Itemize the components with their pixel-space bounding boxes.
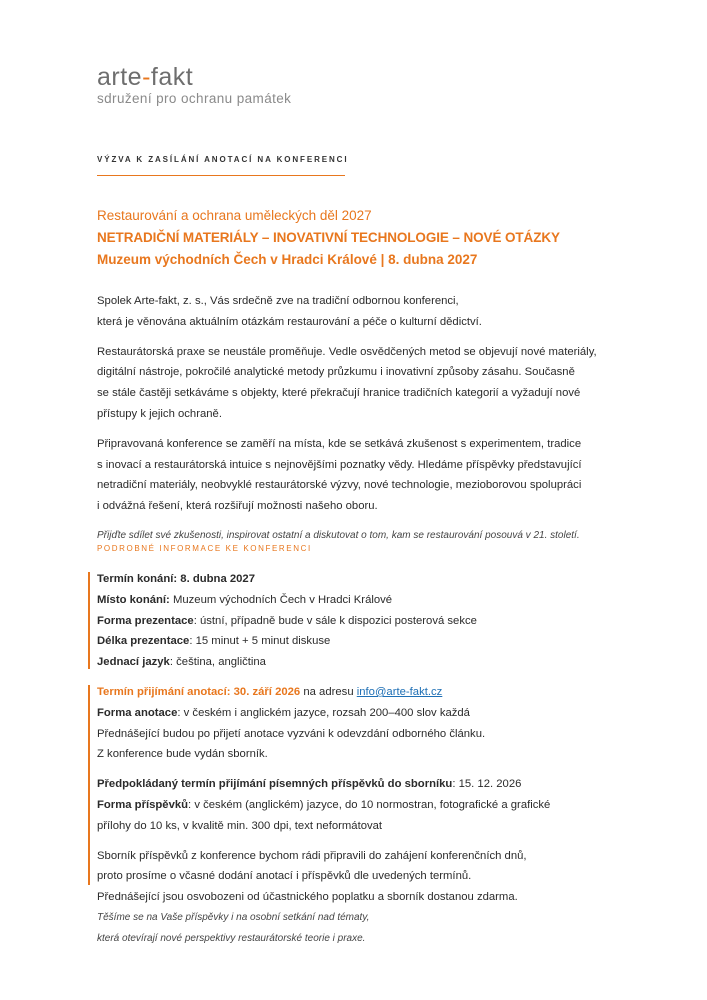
intro-text (97, 291, 617, 547)
proceedings-line: Přednášející jsou osvobozeni od účastnického poplatku a sborník dostanou zdarma. (97, 891, 518, 904)
text-line: digitální nástroje, pokročilé analytické metody průzkumu i inovativní způsoby zásahu. Současně (97, 366, 575, 379)
abstract-deadline: Termín přijímání anotací: 30. září 2026 na adresu info@arte-fakt.cz (97, 686, 443, 698)
text-line: Restaurátorská praxe se neustále proměňuje. Vedle osvědčených metod se objevují nové materiály, (97, 345, 597, 358)
abstracts-block (97, 682, 637, 908)
details-accent-bar (88, 572, 90, 669)
closing-text (97, 908, 369, 949)
closing-line: která otevírají nové perspektivy restaurátorské teorie i praxe. (97, 932, 366, 944)
proceedings-line: Sborník příspěvků z konference bychom rádi připravili do zahájení konferenčních dnů, (97, 849, 527, 862)
text-line: se stále častěji setkáváme s objekty, které překračují hranice tradičních kategorií a vyžadují nové (97, 387, 581, 400)
detail-presentation-length: Délka prezentace: 15 minut + 5 minut diskuse (97, 635, 331, 648)
logo-subtitle: sdružení pro ochranu památek (97, 91, 292, 106)
abstract-proceedings-note: Z konference bude vydán sborník. (97, 748, 268, 761)
abstract-form: Forma anotace: v českém i anglickém jazyce, rozsah 200–400 slov každá (97, 706, 470, 719)
paper-form-continued: přílohy do 10 ks, v kvalitě min. 300 dpi, text neformátovat (97, 819, 383, 832)
email-link[interactable]: info@arte-fakt.cz (356, 686, 443, 698)
logo-word-right: fakt (150, 63, 194, 91)
details-block (97, 569, 637, 673)
intro-paragraph-2 (97, 342, 617, 425)
detail-date: Termín konání: 8. dubna 2027 (97, 573, 255, 585)
abstract-note: Přednášející budou po přijetí anotace vyzváni k odevzdání odborného článku. (97, 727, 486, 740)
logo-dash: - (142, 63, 151, 91)
conference-place-date: Muzeum východních Čech v Hradci Králové | 8. dubna 2027 (97, 252, 478, 267)
text-line: i odvážná řešení, která rozšiřují možnosti našeho oboru. (97, 500, 378, 513)
paper-form: Forma příspěvků: v českém (anglickém) jazyce, do 10 normostran, fotografické a grafické (97, 798, 551, 811)
logo (97, 64, 291, 108)
proceedings-line: proto prosíme o včasné dodání anotací i příspěvků dle uvedených termínů. (97, 870, 472, 883)
text-line: s inovací a restaurátorská intuice s nejnovějšími poznatky vědy. Hledáme příspěvky představující (97, 458, 582, 471)
abstracts-accent-bar (88, 685, 90, 885)
logo-wordmark (97, 64, 291, 90)
conference-header (97, 206, 560, 270)
intro-paragraph-1 (97, 291, 617, 333)
conference-name: Restaurování a ochrana uměleckých děl 2027 (97, 208, 372, 223)
conference-theme: NETRADIČNÍ MATERIÁLY – INOVATIVNÍ TECHNOLOGIE – NOVÉ OTÁZKY (97, 230, 560, 245)
details-heading: PODROBNÉ INFORMACE KE KONFERENCI (97, 544, 312, 553)
text-line: která je věnována aktuálním otázkám restaurování a péče o kulturní dědictví. (97, 315, 482, 328)
intro-paragraph-3 (97, 434, 617, 517)
intro-invitation: Přijďte sdílet své zkušenosti, inspirovat ostatní a diskutovat o tom, kam se restaurování posouvá v 21. století. (97, 529, 580, 541)
papers-deadline: Předpokládaný termín přijímání písemných příspěvků do sborníku: 15. 12. 2026 (97, 778, 522, 791)
text-line: Spolek Arte-fakt, z. s., Vás srdečně zve na tradiční odbornou konferenci, (97, 295, 459, 307)
text-line: Připravovaná konference se zaměří na místa, kde se setkává zkušenost s experimentem, tradice (97, 437, 582, 450)
text-line: přístupy k jejich ochraně. (97, 407, 222, 420)
detail-place: Místo konání: Muzeum východních Čech v Hradci Králové (97, 593, 393, 606)
text-line: netradiční materiály, neobvyklé restaurátorské výzvy, nové technologie, mezioborovou spolupráci (97, 479, 582, 492)
call-title-underline (97, 175, 345, 176)
detail-presentation-form: Forma prezentace: ústní, případně bude v sále k dispozici posterová sekce (97, 614, 477, 627)
closing-line: Těšíme se na Vaše příspěvky i na osobní setkání nad tématy, (97, 912, 370, 923)
call-title: VÝZVA K ZASÍLÁNÍ ANOTACÍ NA KONFERENCI (97, 155, 349, 164)
logo-word-left: arte (97, 63, 143, 91)
detail-language: Jednací jazyk: čeština, angličtina (97, 656, 266, 669)
